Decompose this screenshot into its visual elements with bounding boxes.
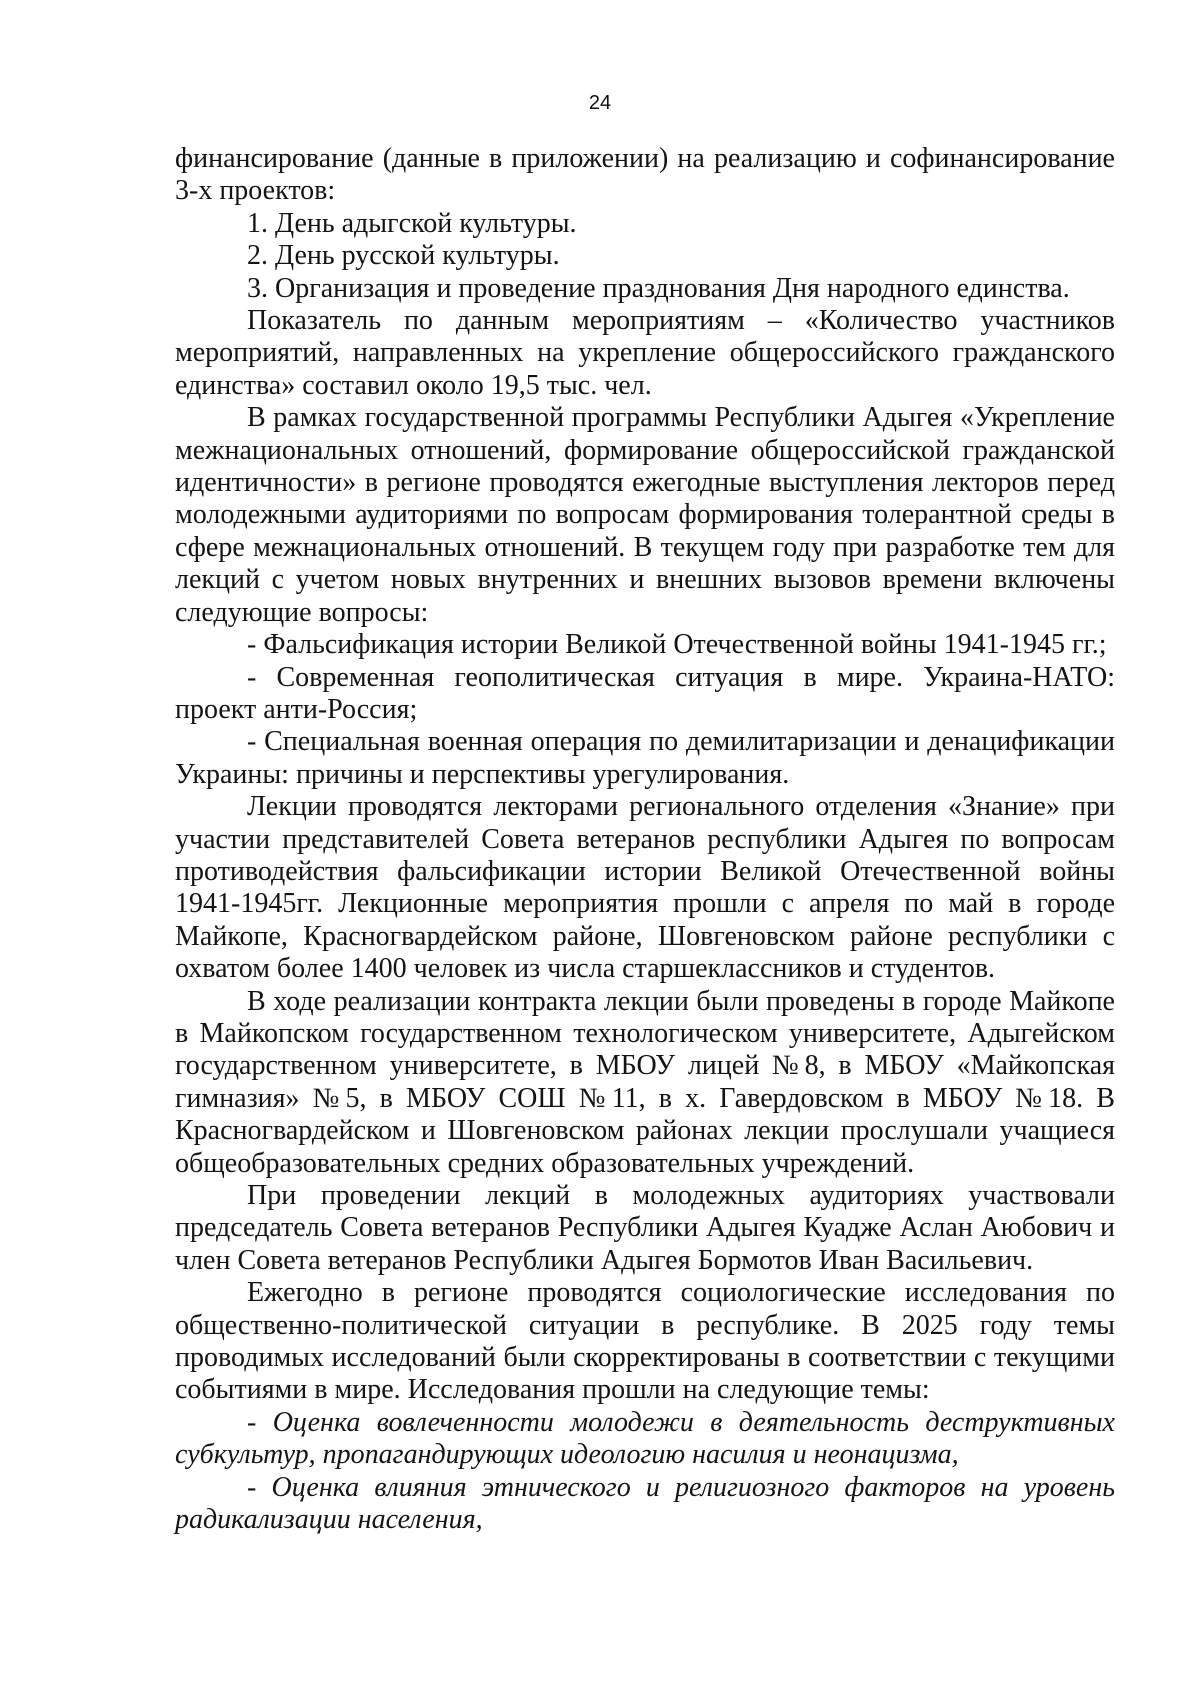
topic-item-special-operation: - Специальная военная операция по демилитаризации и денацификации Украины: причины и перспективы урегулирования.	[175, 726, 1115, 790]
paragraph-lectures: Лекции проводятся лекторами регионального отделения «Знание» при участии представителей Совета ветеранов республики Адыгея по вопросам противодействия фальсификации истории Великой Отечественной войны 1941-1945гг. Лекционные мероприятия прошли с апреля по май в городе Майкопе, Красногвардейском районе, Шовгеновском районе республики с охватом более 1400 человек из числа старшеклассников и студентов.	[175, 791, 1115, 985]
list-item-russian-culture-day: 2. День русской культуры.	[247, 240, 560, 272]
paragraph-state-program: В рамках государственной программы Республики Адыгея «Укрепление межнациональных отношений, формирование общероссийской гражданской идентичности» в регионе проводятся ежегодные выступления лекторов перед молодежными аудиториями по вопросам формирования толерантной среды в сфере межнациональных отношений. В текущем году при разработке тем для лекций с учетом новых внутренних и внешних вызовов времени включены следующие вопросы:	[175, 402, 1115, 628]
research-topic-subcultures: - Оценка вовлеченности молодежи в деятельность деструктивных субкультур, пропагандирующих идеологию насилия и неонацизма,	[175, 1406, 1115, 1471]
topic-item-geopolitics: - Современная геополитическая ситуация в мире. Украина-НАТО: проект анти-Россия;	[175, 661, 1115, 725]
paragraph-financing: финансирование (данные в приложении) на реализацию и софинансирование 3-х проектов:	[175, 143, 1115, 207]
list-item-adyghe-culture-day: 1. День адыгской культуры.	[247, 207, 577, 239]
list-item-unity-day: 3. Организация и проведение празднования Дня народного единства.	[247, 272, 1070, 304]
page-number: 24	[588, 92, 612, 114]
paragraph-sociological-research: Ежегодно в регионе проводятся социологические исследования по общественно-политической ситуации в республике. В 2025 году темы проводимых исследований были скорректированы в соответствии с текущими событиями в мире. Исследования прошли на следующие темы:	[175, 1277, 1115, 1406]
document-body	[175, 143, 1115, 1536]
paragraph-participants: При проведении лекций в молодежных аудиториях участвовали председатель Совета ветеранов Республики Адыгея Куадже Аслан Аюбович и член Совета ветеранов Республики Адыгея Бормотов Иван Васильевич.	[175, 1180, 1115, 1276]
paragraph-indicator: Показатель по данным мероприятиям – «Количество участников мероприятий, направленных на укрепление общероссийского гражданского единства» составил около 19,5 тыс. чел.	[175, 305, 1115, 401]
research-topic-radicalization: - Оценка влияния этнического и религиозного факторов на уровень радикализации населения,	[175, 1471, 1115, 1536]
topic-item-falsification: - Фальсификация истории Великой Отечественной войны 1941-1945 гг.;	[247, 629, 1107, 661]
paragraph-contract: В ходе реализации контракта лекции были проведены в городе Майкопе в Майкопском государственном технологическом университете, Адыгейском государственном университете, в МБОУ лицей №8, в МБОУ «Майкопская гимназия» №5, в МБОУ СОШ №11, в х. Гавердовском в МБОУ №18. В Красногвардейском и Шовгеновском районах лекции прослушали учащиеся общеобразовательных средних образовательных учреждений.	[175, 985, 1115, 1179]
